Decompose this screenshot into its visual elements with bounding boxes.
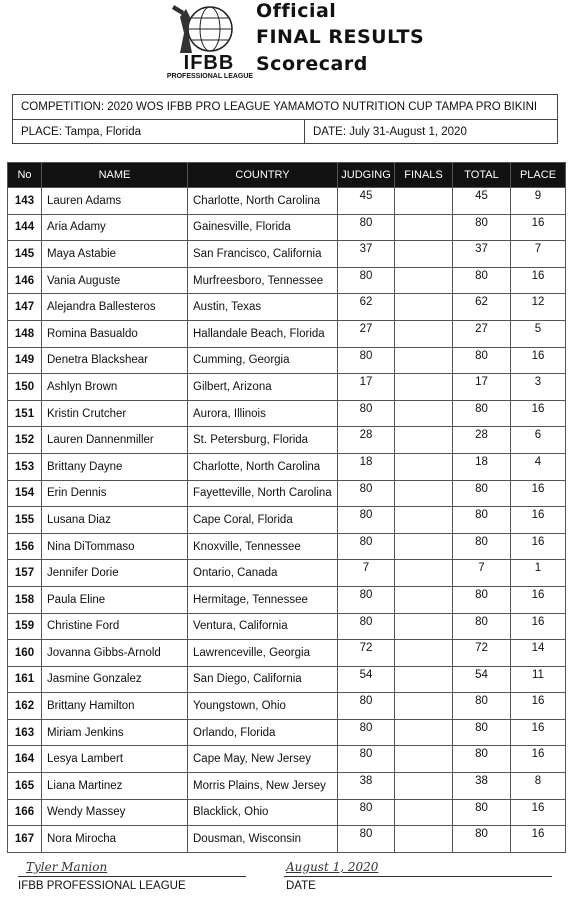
table-row xyxy=(8,400,566,427)
title-final-results: FINAL RESULTS xyxy=(256,26,425,48)
signature-area xyxy=(0,850,582,900)
date-line xyxy=(284,876,552,877)
total-score: 7 xyxy=(453,560,511,587)
row-number: 152 xyxy=(8,427,42,454)
competitor-location: Youngstown, Ohio xyxy=(188,693,338,720)
finals-score xyxy=(395,480,453,507)
globe-icon xyxy=(166,3,252,55)
placing: 16 xyxy=(511,586,566,613)
date-value: July 31-August 1, 2020 xyxy=(349,126,467,138)
total-score: 37 xyxy=(453,241,511,268)
table-row xyxy=(8,533,566,560)
table-row xyxy=(8,507,566,534)
judging-score: 80 xyxy=(338,267,395,294)
total-score: 54 xyxy=(453,666,511,693)
finals-score xyxy=(395,746,453,773)
judging-score: 80 xyxy=(338,746,395,773)
finals-score xyxy=(395,640,453,667)
table-row xyxy=(8,560,566,587)
competitor-name: Lauren Adams xyxy=(42,188,188,215)
competitor-location: Blacklick, Ohio xyxy=(188,799,338,826)
table-row xyxy=(8,267,566,294)
header-judging: JUDGING xyxy=(338,163,395,188)
judging-score: 80 xyxy=(338,826,395,853)
judging-score: 54 xyxy=(338,666,395,693)
placing: 3 xyxy=(511,374,566,401)
scorecard-header xyxy=(0,0,582,88)
judging-score: 7 xyxy=(338,560,395,587)
finals-score xyxy=(395,241,453,268)
finals-score xyxy=(395,799,453,826)
judging-score: 37 xyxy=(338,241,395,268)
table-row xyxy=(8,241,566,268)
signature: Tyler Manion xyxy=(26,860,108,874)
total-score: 80 xyxy=(453,693,511,720)
table-row xyxy=(8,374,566,401)
competitor-location: Knoxville, Tennessee xyxy=(188,533,338,560)
competition-info-box xyxy=(12,94,558,144)
date-cell xyxy=(305,120,467,144)
judging-score: 80 xyxy=(338,480,395,507)
placing: 16 xyxy=(511,267,566,294)
competitor-location: Fayetteville, North Carolina xyxy=(188,480,338,507)
row-number: 147 xyxy=(8,294,42,321)
finals-score xyxy=(395,507,453,534)
competitor-name: Vania Auguste xyxy=(42,267,188,294)
finals-score xyxy=(395,374,453,401)
total-score: 80 xyxy=(453,586,511,613)
competitor-location: Morris Plains, New Jersey xyxy=(188,773,338,800)
competitor-name: Miriam Jenkins xyxy=(42,719,188,746)
total-score: 80 xyxy=(453,719,511,746)
header-finals: FINALS xyxy=(395,163,453,188)
placing: 12 xyxy=(511,294,566,321)
table-row xyxy=(8,586,566,613)
logo-subtitle: PROFESSIONAL LEAGUE xyxy=(166,73,254,80)
total-score: 80 xyxy=(453,480,511,507)
judging-score: 17 xyxy=(338,374,395,401)
judging-score: 28 xyxy=(338,427,395,454)
competitor-name: Lauren Dannenmiller xyxy=(42,427,188,454)
row-number: 162 xyxy=(8,693,42,720)
competitor-name: Nora Mirocha xyxy=(42,826,188,853)
table-row xyxy=(8,719,566,746)
judging-score: 80 xyxy=(338,613,395,640)
row-number: 159 xyxy=(8,613,42,640)
competitor-name: Paula Eline xyxy=(42,586,188,613)
table-row xyxy=(8,188,566,215)
total-score: 80 xyxy=(453,533,511,560)
total-score: 72 xyxy=(453,640,511,667)
header-country: COUNTRY xyxy=(188,163,338,188)
finals-score xyxy=(395,453,453,480)
header-no: No xyxy=(8,163,42,188)
row-number: 144 xyxy=(8,214,42,241)
place-date-row xyxy=(13,120,557,144)
placing: 9 xyxy=(511,188,566,215)
placing: 16 xyxy=(511,746,566,773)
finals-score xyxy=(395,586,453,613)
competitor-location: Gilbert, Arizona xyxy=(188,374,338,401)
table-row xyxy=(8,427,566,454)
competition-label: COMPETITION: xyxy=(21,101,105,113)
finals-score xyxy=(395,693,453,720)
finals-score xyxy=(395,214,453,241)
logo-name: IFBB xyxy=(183,52,235,74)
results-table xyxy=(7,162,566,853)
judging-score: 38 xyxy=(338,773,395,800)
row-number: 163 xyxy=(8,719,42,746)
title-scorecard: Scorecard xyxy=(256,53,368,75)
header-place: PLACE xyxy=(511,163,566,188)
competitor-location: Dousman, Wisconsin xyxy=(188,826,338,853)
competitor-name: Lusana Diaz xyxy=(42,507,188,534)
competitor-name: Christine Ford xyxy=(42,613,188,640)
judging-score: 80 xyxy=(338,533,395,560)
competitor-location: Charlotte, North Carolina xyxy=(188,453,338,480)
finals-score xyxy=(395,347,453,374)
judging-score: 80 xyxy=(338,586,395,613)
total-score: 18 xyxy=(453,453,511,480)
table-row xyxy=(8,320,566,347)
judging-score: 45 xyxy=(338,188,395,215)
table-row xyxy=(8,214,566,241)
row-number: 166 xyxy=(8,799,42,826)
placing: 1 xyxy=(511,560,566,587)
judging-score: 18 xyxy=(338,453,395,480)
judging-score: 72 xyxy=(338,640,395,667)
judging-score: 62 xyxy=(338,294,395,321)
competitor-location: Charlotte, North Carolina xyxy=(188,188,338,215)
finals-score xyxy=(395,267,453,294)
total-score: 28 xyxy=(453,427,511,454)
finals-score xyxy=(395,294,453,321)
competitor-name: Denetra Blackshear xyxy=(42,347,188,374)
row-number: 150 xyxy=(8,374,42,401)
title-official: Official xyxy=(256,0,337,22)
total-score: 80 xyxy=(453,746,511,773)
judging-score: 80 xyxy=(338,214,395,241)
placing: 16 xyxy=(511,826,566,853)
finals-score xyxy=(395,666,453,693)
placing: 16 xyxy=(511,799,566,826)
row-number: 151 xyxy=(8,400,42,427)
row-number: 160 xyxy=(8,640,42,667)
row-number: 161 xyxy=(8,666,42,693)
competitor-location: Hallandale Beach, Florida xyxy=(188,320,338,347)
total-score: 80 xyxy=(453,267,511,294)
placing: 16 xyxy=(511,719,566,746)
competitor-name: Jennifer Dorie xyxy=(42,560,188,587)
table-row xyxy=(8,799,566,826)
total-score: 27 xyxy=(453,320,511,347)
header-total: TOTAL xyxy=(453,163,511,188)
judging-score: 80 xyxy=(338,507,395,534)
competition-value: 2020 WOS IFBB PRO LEAGUE YAMAMOTO NUTRITION CUP TAMPA PRO BIKINI xyxy=(107,101,538,113)
competitor-location: Cape Coral, Florida xyxy=(188,507,338,534)
row-number: 153 xyxy=(8,453,42,480)
row-number: 149 xyxy=(8,347,42,374)
date-label: DATE: xyxy=(313,126,347,138)
competitor-name: Jovanna Gibbs-Arnold xyxy=(42,640,188,667)
competitor-location: Cumming, Georgia xyxy=(188,347,338,374)
judging-score: 80 xyxy=(338,719,395,746)
competitor-name: Erin Dennis xyxy=(42,480,188,507)
competitor-location: Aurora, Illinois xyxy=(188,400,338,427)
row-number: 158 xyxy=(8,586,42,613)
placing: 5 xyxy=(511,320,566,347)
total-score: 38 xyxy=(453,773,511,800)
competitor-name: Aria Adamy xyxy=(42,214,188,241)
total-score: 62 xyxy=(453,294,511,321)
signature-line xyxy=(18,876,246,877)
placing: 4 xyxy=(511,453,566,480)
placing: 16 xyxy=(511,400,566,427)
finals-score xyxy=(395,188,453,215)
table-row xyxy=(8,693,566,720)
judging-score: 80 xyxy=(338,347,395,374)
competitor-location: Cape May, New Jersey xyxy=(188,746,338,773)
judging-score: 80 xyxy=(338,693,395,720)
total-score: 80 xyxy=(453,799,511,826)
competitor-name: Lesya Lambert xyxy=(42,746,188,773)
competitor-name: Brittany Dayne xyxy=(42,453,188,480)
finals-score xyxy=(395,613,453,640)
header-name: NAME xyxy=(42,163,188,188)
competitor-name: Romina Basualdo xyxy=(42,320,188,347)
placing: 16 xyxy=(511,613,566,640)
placing: 16 xyxy=(511,693,566,720)
signature-label: IFBB PROFESSIONAL LEAGUE xyxy=(18,880,186,892)
total-score: 45 xyxy=(453,188,511,215)
competitor-name: Wendy Massey xyxy=(42,799,188,826)
competitor-location: Lawrenceville, Georgia xyxy=(188,640,338,667)
placing: 16 xyxy=(511,214,566,241)
competitor-name: Liana Martinez xyxy=(42,773,188,800)
placing: 8 xyxy=(511,773,566,800)
table-row xyxy=(8,294,566,321)
place-label: PLACE: xyxy=(21,126,62,138)
competitor-location: San Francisco, California xyxy=(188,241,338,268)
finals-score xyxy=(395,533,453,560)
placing: 16 xyxy=(511,480,566,507)
total-score: 80 xyxy=(453,507,511,534)
table-row xyxy=(8,666,566,693)
competitor-location: San Diego, California xyxy=(188,666,338,693)
competitor-location: St. Petersburg, Florida xyxy=(188,427,338,454)
competitor-location: Ontario, Canada xyxy=(188,560,338,587)
judging-score: 80 xyxy=(338,400,395,427)
table-row xyxy=(8,480,566,507)
row-number: 148 xyxy=(8,320,42,347)
judging-score: 27 xyxy=(338,320,395,347)
competition-row xyxy=(13,95,557,120)
placing: 7 xyxy=(511,241,566,268)
finals-score xyxy=(395,826,453,853)
row-number: 145 xyxy=(8,241,42,268)
finals-score xyxy=(395,400,453,427)
row-number: 157 xyxy=(8,560,42,587)
finals-score xyxy=(395,773,453,800)
competitor-location: Ventura, California xyxy=(188,613,338,640)
placing: 6 xyxy=(511,427,566,454)
competitor-location: Austin, Texas xyxy=(188,294,338,321)
table-row xyxy=(8,746,566,773)
finals-score xyxy=(395,320,453,347)
total-score: 80 xyxy=(453,347,511,374)
competitor-location: Murfreesboro, Tennessee xyxy=(188,267,338,294)
competitor-name: Kristin Crutcher xyxy=(42,400,188,427)
total-score: 80 xyxy=(453,214,511,241)
row-number: 165 xyxy=(8,773,42,800)
finals-score xyxy=(395,560,453,587)
competitor-name: Brittany Hamilton xyxy=(42,693,188,720)
competitor-location: Orlando, Florida xyxy=(188,719,338,746)
total-score: 80 xyxy=(453,826,511,853)
place-cell xyxy=(13,120,305,144)
competitor-name: Nina DiTommaso xyxy=(42,533,188,560)
competitor-location: Gainesville, Florida xyxy=(188,214,338,241)
row-number: 143 xyxy=(8,188,42,215)
date-signed-label: DATE xyxy=(286,880,316,892)
table-row xyxy=(8,347,566,374)
judging-score: 80 xyxy=(338,799,395,826)
competitor-name: Maya Astabie xyxy=(42,241,188,268)
placing: 16 xyxy=(511,347,566,374)
competitor-name: Alejandra Ballesteros xyxy=(42,294,188,321)
placing: 14 xyxy=(511,640,566,667)
row-number: 155 xyxy=(8,507,42,534)
row-number: 146 xyxy=(8,267,42,294)
placing: 16 xyxy=(511,507,566,534)
total-score: 80 xyxy=(453,400,511,427)
table-row xyxy=(8,453,566,480)
table-row xyxy=(8,826,566,853)
row-number: 154 xyxy=(8,480,42,507)
table-header-row xyxy=(8,163,566,188)
finals-score xyxy=(395,719,453,746)
table-row xyxy=(8,773,566,800)
competitor-location: Hermitage, Tennessee xyxy=(188,586,338,613)
date-signed: August 1, 2020 xyxy=(286,860,379,874)
row-number: 156 xyxy=(8,533,42,560)
total-score: 80 xyxy=(453,613,511,640)
place-value: Tampa, Florida xyxy=(64,126,141,138)
table-row xyxy=(8,640,566,667)
row-number: 167 xyxy=(8,826,42,853)
placing: 16 xyxy=(511,533,566,560)
row-number: 164 xyxy=(8,746,42,773)
table-row xyxy=(8,613,566,640)
total-score: 17 xyxy=(453,374,511,401)
competitor-name: Ashlyn Brown xyxy=(42,374,188,401)
placing: 11 xyxy=(511,666,566,693)
finals-score xyxy=(395,427,453,454)
competitor-name: Jasmine Gonzalez xyxy=(42,666,188,693)
